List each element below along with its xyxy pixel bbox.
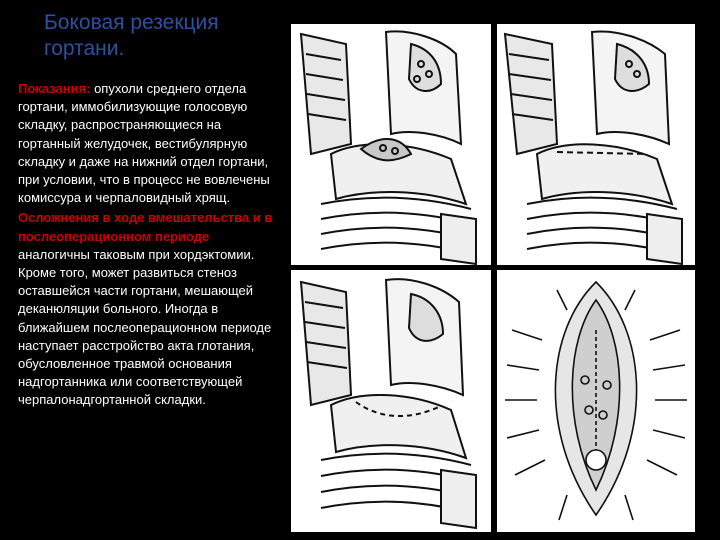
slide-text (18, 80, 284, 412)
illustration-larynx-incision (497, 24, 695, 265)
indications-paragraph (18, 80, 284, 207)
indications-label: Показания: (18, 81, 91, 96)
complications-label: Осложнения в ходе вмешательства и в послеоперационном периоде (18, 210, 273, 244)
illustration-larynx-tumor (291, 24, 491, 265)
slide-title: Боковая резекция гортани. (44, 11, 219, 60)
complications-paragraph (18, 209, 284, 409)
complications-text: аналогичны таковым при хордэктомии. Кроме того, может развиться стеноз оставшейся части гортани, мешающей деканюляции больного. Иногда в ближайшем послеоперационном периоде наступает расстройство акта глотания, обусловленное травмой основания надгортанника или соответствующей черпалонадгортанной складки. (18, 246, 272, 408)
illustration-larynx-resected (291, 270, 491, 532)
larynx-drawing-1 (291, 24, 491, 265)
indications-text: опухоли среднего отдела гортани, иммобилизующие голосовую складку, распространяющиеся на гортанный желудочек, вестибулярную складку и даже на нижний отдел гортани, при условии, что в процесс не вовлечены комиссура и черпаловидный хрящ. (18, 81, 270, 206)
illustration-larynx-opened (497, 270, 695, 532)
larynx-drawing-2 (497, 24, 695, 265)
larynx-drawing-4 (497, 270, 695, 532)
larynx-drawing-3 (291, 270, 491, 532)
